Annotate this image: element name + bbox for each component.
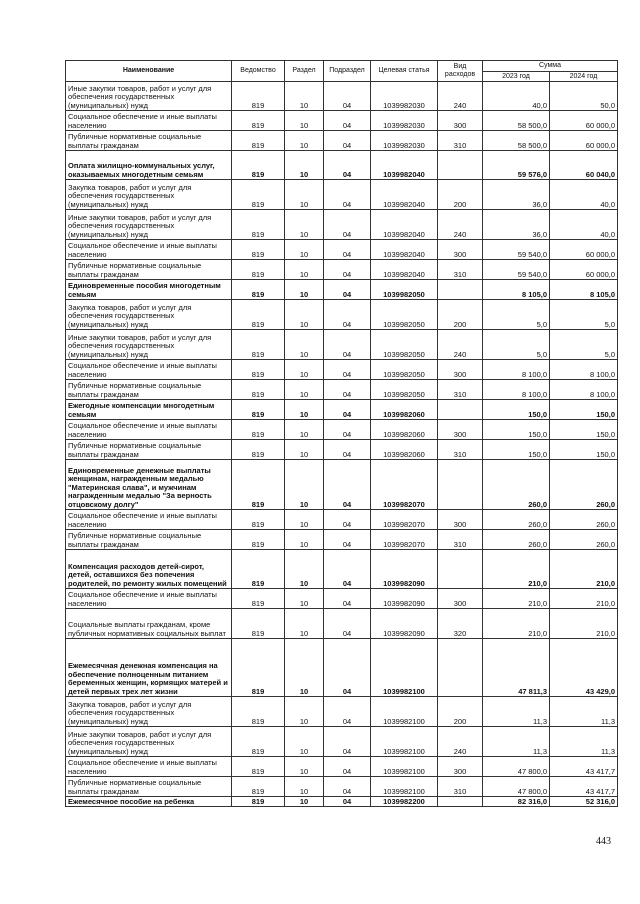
row-sum-2023: 47 811,3	[483, 639, 550, 697]
row-subsection: 04	[324, 639, 371, 697]
row-sum-2024: 150,0	[550, 420, 618, 440]
row-subsection: 04	[324, 460, 371, 510]
row-section: 10	[285, 330, 324, 360]
row-subsection: 04	[324, 380, 371, 400]
row-name: Единовременные денежные выплаты женщинам, награжденным медалью "Материнская слава", и мужчинам награжденным медалью "За верность отцовскому долгу"	[66, 460, 232, 510]
table-row	[66, 240, 618, 260]
row-type	[438, 460, 483, 510]
row-target: 1039982060	[371, 440, 438, 460]
row-type	[438, 639, 483, 697]
table-row	[66, 727, 618, 757]
row-target: 1039982050	[371, 360, 438, 380]
row-section: 10	[285, 131, 324, 151]
table-row	[66, 697, 618, 727]
row-name: Социальные выплаты гражданам, кроме публичных нормативных социальных выплат	[66, 609, 232, 639]
row-section: 10	[285, 240, 324, 260]
row-target: 1039982060	[371, 420, 438, 440]
row-sum-2023: 5,0	[483, 300, 550, 330]
row-dept: 819	[232, 757, 285, 777]
row-section: 10	[285, 420, 324, 440]
row-name: Публичные нормативные социальные выплаты гражданам	[66, 530, 232, 550]
row-section: 10	[285, 510, 324, 530]
row-dept: 819	[232, 609, 285, 639]
row-subsection: 04	[324, 300, 371, 330]
row-sum-2023: 8 100,0	[483, 380, 550, 400]
row-subsection: 04	[324, 530, 371, 550]
row-type	[438, 151, 483, 180]
row-name: Социальное обеспечение и иные выплаты населению	[66, 420, 232, 440]
row-sum-2024: 8 100,0	[550, 380, 618, 400]
row-name: Ежемесячная денежная компенсация на обеспечение полноценным питанием беременных женщин, кормящих матерей и детей первых трех лет жизни	[66, 639, 232, 697]
row-sum-2023: 58 500,0	[483, 131, 550, 151]
row-sum-2024: 260,0	[550, 460, 618, 510]
row-name: Компенсация расходов детей-сирот, детей, оставшихся без попечения родителей, по ремонту жилых помещений	[66, 550, 232, 589]
row-target: 1039982070	[371, 460, 438, 510]
row-sum-2024: 11,3	[550, 697, 618, 727]
row-type: 240	[438, 330, 483, 360]
row-type: 300	[438, 360, 483, 380]
table-row	[66, 131, 618, 151]
row-subsection: 04	[324, 280, 371, 300]
row-target: 1039982100	[371, 777, 438, 797]
row-type: 310	[438, 440, 483, 460]
row-sum-2024: 43 417,7	[550, 757, 618, 777]
row-section: 10	[285, 111, 324, 131]
row-dept: 819	[232, 111, 285, 131]
row-target: 1039982200	[371, 797, 438, 807]
row-type: 300	[438, 589, 483, 609]
row-target: 1039982040	[371, 151, 438, 180]
header-dept: Ведомство	[232, 61, 285, 82]
row-subsection: 04	[324, 131, 371, 151]
row-type: 320	[438, 609, 483, 639]
row-section: 10	[285, 639, 324, 697]
row-sum-2023: 36,0	[483, 180, 550, 210]
row-name: Социальное обеспечение и иные выплаты населению	[66, 240, 232, 260]
row-type: 200	[438, 180, 483, 210]
header-type: Вид расходов	[438, 61, 483, 82]
row-type: 310	[438, 260, 483, 280]
row-dept: 819	[232, 797, 285, 807]
table-row	[66, 757, 618, 777]
row-sum-2023: 150,0	[483, 440, 550, 460]
table-row	[66, 151, 618, 180]
row-target: 1039982040	[371, 240, 438, 260]
row-dept: 819	[232, 420, 285, 440]
row-dept: 819	[232, 589, 285, 609]
row-name: Закупка товаров, работ и услуг для обеспечения государственных (муниципальных) нужд	[66, 180, 232, 210]
row-target: 1039982040	[371, 210, 438, 240]
row-subsection: 04	[324, 400, 371, 420]
row-name: Иные закупки товаров, работ и услуг для обеспечения государственных (муниципальных) нужд	[66, 727, 232, 757]
table-row	[66, 440, 618, 460]
row-sum-2023: 8 100,0	[483, 360, 550, 380]
row-sum-2024: 8 105,0	[550, 280, 618, 300]
row-sum-2024: 11,3	[550, 727, 618, 757]
row-dept: 819	[232, 530, 285, 550]
row-subsection: 04	[324, 240, 371, 260]
row-dept: 819	[232, 697, 285, 727]
row-sum-2023: 210,0	[483, 589, 550, 609]
row-section: 10	[285, 360, 324, 380]
row-dept: 819	[232, 727, 285, 757]
row-sum-2023: 260,0	[483, 510, 550, 530]
row-sum-2023: 8 105,0	[483, 280, 550, 300]
row-name: Публичные нормативные социальные выплаты гражданам	[66, 380, 232, 400]
row-type	[438, 280, 483, 300]
row-target: 1039982050	[371, 330, 438, 360]
row-target: 1039982090	[371, 609, 438, 639]
row-sum-2023: 59 576,0	[483, 151, 550, 180]
row-target: 1039982060	[371, 400, 438, 420]
row-sum-2024: 60 000,0	[550, 240, 618, 260]
row-name: Ежегодные компенсации многодетным семьям	[66, 400, 232, 420]
header-target: Целевая статья	[371, 61, 438, 82]
row-target: 1039982100	[371, 757, 438, 777]
table-body	[66, 82, 618, 807]
row-dept: 819	[232, 82, 285, 111]
row-dept: 819	[232, 639, 285, 697]
row-section: 10	[285, 300, 324, 330]
row-section: 10	[285, 380, 324, 400]
row-section: 10	[285, 210, 324, 240]
row-subsection: 04	[324, 777, 371, 797]
row-sum-2024: 150,0	[550, 440, 618, 460]
row-section: 10	[285, 82, 324, 111]
row-subsection: 04	[324, 111, 371, 131]
row-sum-2024: 50,0	[550, 82, 618, 111]
row-section: 10	[285, 151, 324, 180]
row-section: 10	[285, 460, 324, 510]
row-sum-2024: 40,0	[550, 210, 618, 240]
row-name: Закупка товаров, работ и услуг для обеспечения государственных (муниципальных) нужд	[66, 300, 232, 330]
row-sum-2024: 8 100,0	[550, 360, 618, 380]
row-target: 1039982030	[371, 82, 438, 111]
table-row	[66, 530, 618, 550]
row-subsection: 04	[324, 550, 371, 589]
row-dept: 819	[232, 380, 285, 400]
row-sum-2023: 40,0	[483, 82, 550, 111]
row-sum-2024: 5,0	[550, 300, 618, 330]
table-row	[66, 380, 618, 400]
row-target: 1039982070	[371, 530, 438, 550]
table-row	[66, 510, 618, 530]
row-subsection: 04	[324, 697, 371, 727]
row-sum-2023: 11,3	[483, 727, 550, 757]
row-name: Социальное обеспечение и иные выплаты населению	[66, 589, 232, 609]
row-sum-2024: 260,0	[550, 510, 618, 530]
row-target: 1039982050	[371, 380, 438, 400]
row-target: 1039982040	[371, 260, 438, 280]
row-section: 10	[285, 180, 324, 210]
row-section: 10	[285, 589, 324, 609]
row-sum-2024: 210,0	[550, 589, 618, 609]
table-row	[66, 210, 618, 240]
row-name: Публичные нормативные социальные выплаты гражданам	[66, 440, 232, 460]
row-section: 10	[285, 440, 324, 460]
row-dept: 819	[232, 300, 285, 330]
header-subsection: Подраздел	[324, 61, 371, 82]
row-dept: 819	[232, 131, 285, 151]
row-name: Иные закупки товаров, работ и услуг для обеспечения государственных (муниципальных) нужд	[66, 330, 232, 360]
row-sum-2024: 43 429,0	[550, 639, 618, 697]
row-sum-2023: 82 316,0	[483, 797, 550, 807]
row-subsection: 04	[324, 510, 371, 530]
table-row	[66, 280, 618, 300]
row-sum-2023: 59 540,0	[483, 260, 550, 280]
page-number: 443	[596, 836, 611, 847]
row-target: 1039982030	[371, 111, 438, 131]
row-section: 10	[285, 260, 324, 280]
row-subsection: 04	[324, 727, 371, 757]
row-subsection: 04	[324, 330, 371, 360]
row-dept: 819	[232, 210, 285, 240]
row-type: 300	[438, 510, 483, 530]
row-sum-2023: 260,0	[483, 460, 550, 510]
row-subsection: 04	[324, 440, 371, 460]
table-row	[66, 111, 618, 131]
row-type: 310	[438, 380, 483, 400]
table-row	[66, 589, 618, 609]
row-section: 10	[285, 530, 324, 550]
row-target: 1039982040	[371, 180, 438, 210]
row-sum-2023: 210,0	[483, 609, 550, 639]
row-dept: 819	[232, 151, 285, 180]
row-name: Социальное обеспечение и иные выплаты населению	[66, 111, 232, 131]
row-name: Социальное обеспечение и иные выплаты населению	[66, 510, 232, 530]
row-subsection: 04	[324, 589, 371, 609]
row-target: 1039982050	[371, 300, 438, 330]
row-sum-2023: 260,0	[483, 530, 550, 550]
row-name: Оплата жилищно-коммунальных услуг, оказываемых многодетным семьям	[66, 151, 232, 180]
row-target: 1039982090	[371, 589, 438, 609]
row-section: 10	[285, 777, 324, 797]
row-type: 300	[438, 420, 483, 440]
row-sum-2023: 59 540,0	[483, 240, 550, 260]
row-dept: 819	[232, 330, 285, 360]
row-sum-2024: 150,0	[550, 400, 618, 420]
row-sum-2024: 210,0	[550, 609, 618, 639]
table-row	[66, 400, 618, 420]
row-type: 300	[438, 757, 483, 777]
row-dept: 819	[232, 460, 285, 510]
row-subsection: 04	[324, 151, 371, 180]
row-type: 300	[438, 240, 483, 260]
row-name: Ежемесячное пособие на ребенка	[66, 797, 232, 807]
row-name: Единовременные пособия многодетным семьям	[66, 280, 232, 300]
row-sum-2023: 11,3	[483, 697, 550, 727]
row-sum-2023: 150,0	[483, 400, 550, 420]
row-section: 10	[285, 400, 324, 420]
row-target: 1039982100	[371, 727, 438, 757]
table-row	[66, 460, 618, 510]
table-row	[66, 420, 618, 440]
row-sum-2024: 43 417,7	[550, 777, 618, 797]
header-year-2024: 2024 год	[550, 72, 618, 82]
row-section: 10	[285, 797, 324, 807]
table-row	[66, 180, 618, 210]
row-type: 310	[438, 530, 483, 550]
table-row	[66, 777, 618, 797]
row-type	[438, 400, 483, 420]
row-dept: 819	[232, 360, 285, 380]
row-sum-2023: 36,0	[483, 210, 550, 240]
table-row	[66, 300, 618, 330]
row-type: 240	[438, 82, 483, 111]
row-name: Иные закупки товаров, работ и услуг для обеспечения государственных (муниципальных) нужд	[66, 210, 232, 240]
row-type: 200	[438, 300, 483, 330]
row-dept: 819	[232, 180, 285, 210]
row-dept: 819	[232, 510, 285, 530]
header-sum: Сумма	[483, 61, 618, 72]
row-subsection: 04	[324, 420, 371, 440]
row-type: 310	[438, 131, 483, 151]
row-sum-2024: 60 000,0	[550, 260, 618, 280]
row-type	[438, 550, 483, 589]
row-sum-2024: 210,0	[550, 550, 618, 589]
table-row	[66, 609, 618, 639]
row-sum-2023: 210,0	[483, 550, 550, 589]
row-name: Публичные нормативные социальные выплаты гражданам	[66, 777, 232, 797]
row-subsection: 04	[324, 210, 371, 240]
row-section: 10	[285, 757, 324, 777]
table-row	[66, 639, 618, 697]
row-section: 10	[285, 280, 324, 300]
row-name: Публичные нормативные социальные выплаты гражданам	[66, 260, 232, 280]
row-dept: 819	[232, 777, 285, 797]
header-year-2023: 2023 год	[483, 72, 550, 82]
row-subsection: 04	[324, 797, 371, 807]
row-sum-2023: 47 800,0	[483, 777, 550, 797]
row-dept: 819	[232, 440, 285, 460]
row-subsection: 04	[324, 360, 371, 380]
table-row	[66, 360, 618, 380]
row-sum-2024: 40,0	[550, 180, 618, 210]
row-target: 1039982100	[371, 639, 438, 697]
table-row	[66, 260, 618, 280]
row-dept: 819	[232, 550, 285, 589]
row-sum-2023: 150,0	[483, 420, 550, 440]
row-type: 310	[438, 777, 483, 797]
row-sum-2024: 52 316,0	[550, 797, 618, 807]
row-type: 240	[438, 210, 483, 240]
row-type: 200	[438, 697, 483, 727]
row-sum-2024: 60 040,0	[550, 151, 618, 180]
row-subsection: 04	[324, 757, 371, 777]
row-target: 1039982100	[371, 697, 438, 727]
row-section: 10	[285, 550, 324, 589]
row-sum-2023: 58 500,0	[483, 111, 550, 131]
header-name: Наименование	[66, 61, 232, 82]
row-dept: 819	[232, 280, 285, 300]
header-section: Раздел	[285, 61, 324, 82]
row-name: Иные закупки товаров, работ и услуг для обеспечения государственных (муниципальных) нужд	[66, 82, 232, 111]
row-subsection: 04	[324, 260, 371, 280]
row-dept: 819	[232, 400, 285, 420]
row-dept: 819	[232, 260, 285, 280]
row-section: 10	[285, 697, 324, 727]
row-target: 1039982030	[371, 131, 438, 151]
row-name: Закупка товаров, работ и услуг для обеспечения государственных (муниципальных) нужд	[66, 697, 232, 727]
row-sum-2024: 260,0	[550, 530, 618, 550]
row-type	[438, 797, 483, 807]
row-type: 300	[438, 111, 483, 131]
row-target: 1039982070	[371, 510, 438, 530]
row-dept: 819	[232, 240, 285, 260]
table-row	[66, 550, 618, 589]
row-section: 10	[285, 609, 324, 639]
table-row	[66, 797, 618, 807]
budget-table	[65, 60, 618, 807]
row-sum-2023: 47 800,0	[483, 757, 550, 777]
row-sum-2023: 5,0	[483, 330, 550, 360]
row-name: Социальное обеспечение и иные выплаты населению	[66, 360, 232, 380]
row-target: 1039982050	[371, 280, 438, 300]
budget-table-sheet	[65, 60, 617, 807]
table-row	[66, 330, 618, 360]
row-sum-2024: 60 000,0	[550, 131, 618, 151]
row-subsection: 04	[324, 180, 371, 210]
row-name: Социальное обеспечение и иные выплаты населению	[66, 757, 232, 777]
table-row	[66, 82, 618, 111]
row-name: Публичные нормативные социальные выплаты гражданам	[66, 131, 232, 151]
row-target: 1039982090	[371, 550, 438, 589]
row-subsection: 04	[324, 82, 371, 111]
row-sum-2024: 60 000,0	[550, 111, 618, 131]
row-sum-2024: 5,0	[550, 330, 618, 360]
row-subsection: 04	[324, 609, 371, 639]
row-type: 240	[438, 727, 483, 757]
row-section: 10	[285, 727, 324, 757]
